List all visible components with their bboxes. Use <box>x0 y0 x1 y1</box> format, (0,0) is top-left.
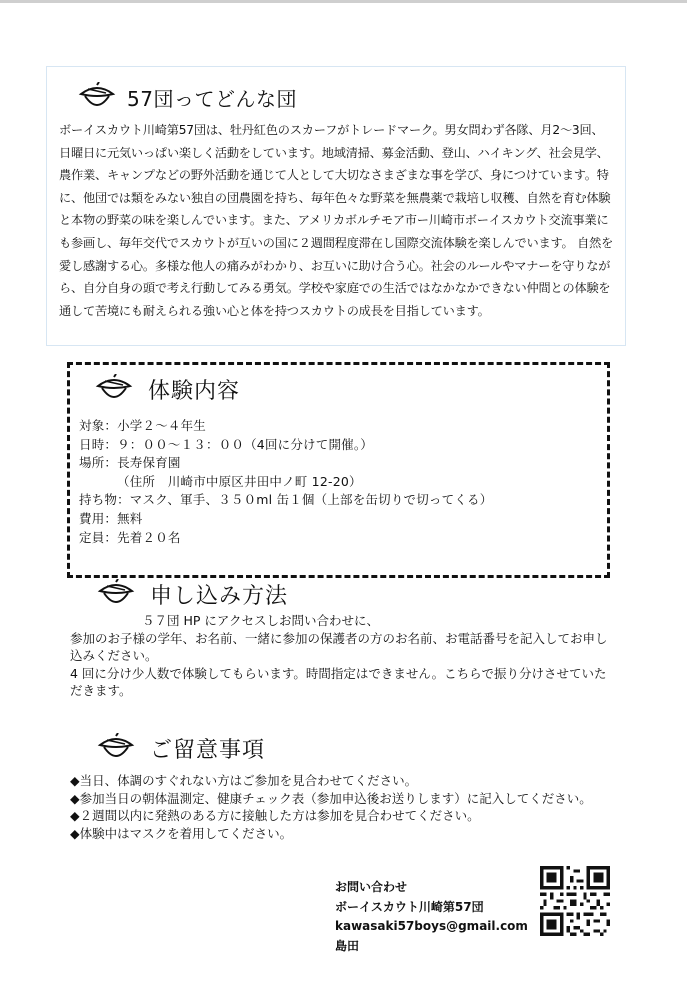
experience-address: （住所 川崎市中原区井田中ノ町 12-20） <box>117 473 362 489</box>
acorn-icon <box>94 374 134 404</box>
note-item: ◆体験中はマスクを着用してください。 <box>70 825 293 841</box>
note-item: ◆２週間以内に発熱のある方に接触した方は参加を見合わせてください。 <box>70 808 480 824</box>
notes-list <box>70 772 610 842</box>
notes-title: ご留意事項 <box>150 737 266 763</box>
about-body-text: ボーイスカウト川崎第57団は、牡丹紅色のスカーフがトレードマーク。男女問わず各隊、月2～3回、日曜日に元気いっぱい楽しく活動をしています。地域清掃、募金活動、登山、ハイキング、社会見学、農作業、キャンプなどの野外活動を通じて人として大切なさまざまな事を学び、身につけています。特に、他団では類をみない独自の団農園を持ち、毎年色々な野菜を無農薬で栽培し収穫、自然を育む体験と本物の野菜の味を楽しんでいます。また、アメリカボルチモア市ー川崎市ボーイスカウト交流事業にも参画し、毎年交代でスカウトが互いの国に２週間程度滞在し国際交流体験を楽しんでいます。 自然を愛し感謝する心。多様な他人の痛みがわかり、お互いに助け合う心。社会のルールやマナーを守りながら、自分自身の頭で考え行動してみる勇気。学校や家庭での生活ではなかなかできない仲間との体験を通して苦境にも耐えられる強い心と体を持つスカウトの成長を目指しています。 <box>59 123 614 318</box>
acorn-icon <box>96 579 136 609</box>
contact-email[interactable]: kawasaki57boys@gmail.com <box>335 919 528 933</box>
contact-heading: お問い合わせ <box>335 880 408 894</box>
apply-heading <box>96 576 288 612</box>
acorn-icon <box>77 82 117 112</box>
experience-heading <box>94 371 240 407</box>
experience-capacity: 定員：先着２０名 <box>79 529 181 545</box>
apply-line: ５７団 HP にアクセスしお問い合わせに、 <box>142 613 380 628</box>
apply-title: 申し込み方法 <box>150 583 289 609</box>
experience-title: 体験内容 <box>148 378 241 404</box>
apply-line: 参加のお子様の学年、お名前、一緒に参加の保護者の方のお名前、お電話番号を記入してお申し込みください。 <box>70 630 608 664</box>
note-item: ◆参加当日の朝体温測定、健康チェック表（参加申込後お送りします）に記入してください。 <box>70 790 592 806</box>
contact-block <box>335 878 528 956</box>
note-item: ◆当日、体調のすぐれない方はご参加を見合わせてください。 <box>70 773 418 788</box>
about-heading <box>77 81 297 113</box>
experience-section <box>67 362 610 578</box>
experience-details <box>79 417 492 547</box>
apply-line: 4 回に分け少人数で体験してもらいます。時間指定はできません。こちらで振り分けさせていただきます。 <box>70 665 607 699</box>
acorn-icon <box>96 733 136 763</box>
notes-heading <box>96 730 265 766</box>
contact-org: ボーイスカウト川崎第57団 <box>335 899 484 914</box>
experience-fee: 費用：無料 <box>79 510 143 526</box>
qr-code-icon[interactable] <box>540 866 610 936</box>
experience-belongings: 持ち物：マスク、軍手、３５０ml 缶１個（上部を缶切りで切ってくる） <box>79 492 493 508</box>
top-divider <box>0 0 687 3</box>
apply-body <box>70 612 610 700</box>
experience-time: 日時：９：００～１３：００（4回に分けて開催。） <box>79 436 374 452</box>
experience-target: 対象：小学２～４年生 <box>79 418 207 433</box>
about-title: 57団ってどんな団 <box>127 86 297 111</box>
about-section <box>46 66 626 346</box>
contact-person: 島田 <box>335 938 360 953</box>
experience-place: 場所：長寿保育園 <box>79 455 181 471</box>
